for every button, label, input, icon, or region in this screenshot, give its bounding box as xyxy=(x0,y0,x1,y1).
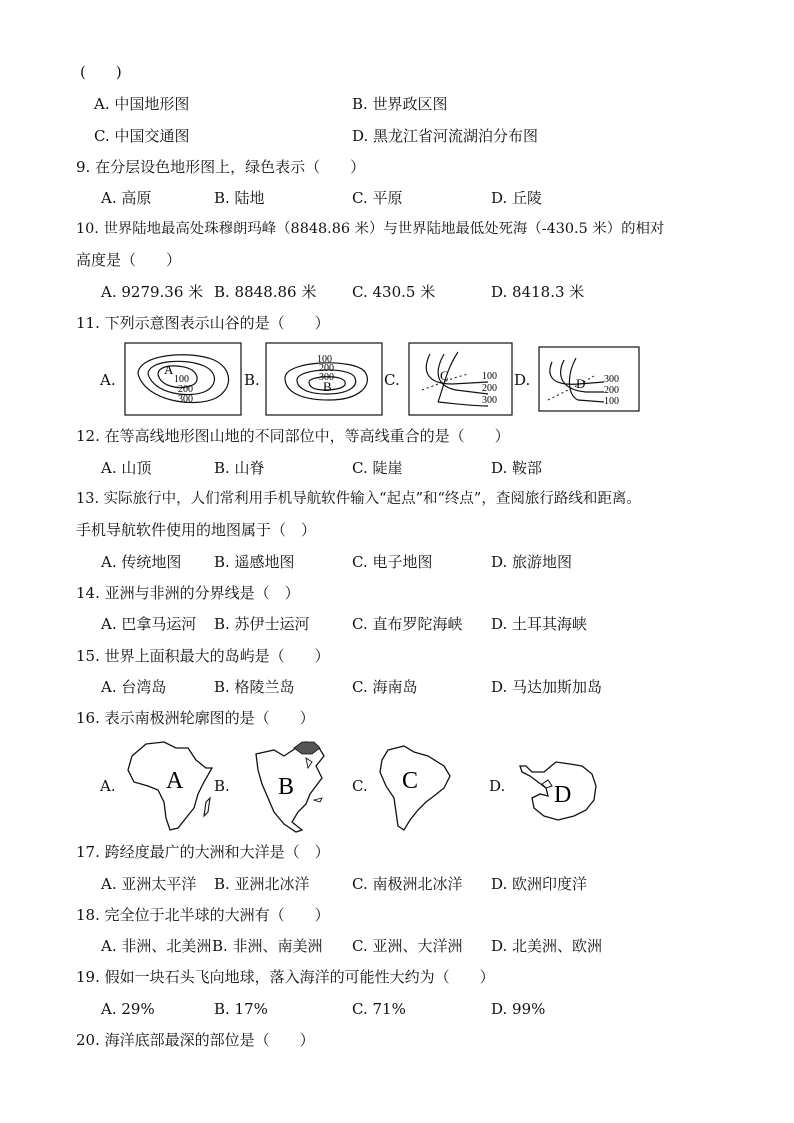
q9-option-d: D. 丘陵 xyxy=(491,189,543,207)
contour-figure-d xyxy=(538,346,640,412)
north-america-outline xyxy=(244,738,336,836)
q14-option-b: B. 苏伊士运河 xyxy=(214,615,310,633)
q14-option-c: C. 直布罗陀海峡 xyxy=(352,615,463,633)
q9-option-c: C. 平原 xyxy=(352,189,403,207)
contour-a-label-100: 100 xyxy=(174,374,189,385)
q10-option-a: A. 9279.36 米 xyxy=(101,283,204,301)
contour-d-label-300: 300 xyxy=(604,374,619,385)
q17-option-c: C. 南极洲北冰洋 xyxy=(352,875,463,893)
q13-option-b: B. 遥感地图 xyxy=(214,553,295,571)
q12-option-b: B. 山脊 xyxy=(214,459,265,477)
contour-d-label-100: 100 xyxy=(604,396,619,407)
q16-label-d: D. xyxy=(489,777,506,795)
q14-stem: 14. 亚洲与非洲的分界线是（ ） xyxy=(76,584,300,602)
contour-c-label-200: 200 xyxy=(482,383,497,394)
q11-label-d: D. xyxy=(514,371,531,389)
q9-option-b: B. 陆地 xyxy=(214,189,265,207)
q18-stem: 18. 完全位于北半球的大洲有（ ） xyxy=(76,906,330,924)
contour-c-letter: C xyxy=(440,368,449,383)
q19-option-b: B. 17% xyxy=(214,1000,268,1018)
contour-d-label-200: 200 xyxy=(604,385,619,396)
contour-b-label-300: 300 xyxy=(319,372,334,383)
q13-option-a: A. 传统地图 xyxy=(101,553,182,571)
q16-label-a: A. xyxy=(100,777,116,795)
antarctica-letter: D xyxy=(554,782,572,808)
q10-stem-line1: 10. 世界陆地最高处珠穆朗玛峰（8848.86 米）与世界陆地最低处死海（-430.5 米）的相对 xyxy=(76,221,665,237)
q18-option-c: C. 亚洲、大洋洲 xyxy=(352,937,463,955)
q9-option-a: A. 高原 xyxy=(101,189,152,207)
q19-option-d: D. 99% xyxy=(491,1000,546,1018)
south-america-letter: C xyxy=(402,768,419,794)
contour-d-letter: D xyxy=(576,376,586,391)
q16-stem: 16. 表示南极洲轮廓图的是（ ） xyxy=(76,709,315,727)
q17-option-b: B. 亚洲北冰洋 xyxy=(214,875,310,893)
q8-option-a: A. 中国地形图 xyxy=(94,95,190,113)
q19-option-c: C. 71% xyxy=(352,1000,406,1018)
contour-a-letter: A xyxy=(164,362,174,377)
q8-option-d: D. 黑龙江省河流湖泊分布图 xyxy=(352,127,539,145)
q16-label-c: C. xyxy=(352,777,368,795)
contour-b-label-200: 200 xyxy=(319,363,334,374)
contour-c-label-100: 100 xyxy=(482,371,497,382)
q13-option-c: C. 电子地图 xyxy=(352,553,433,571)
q12-option-d: D. 鞍部 xyxy=(491,459,543,477)
q10-option-b: B. 8848.86 米 xyxy=(214,283,317,301)
contour-c-label-300: 300 xyxy=(482,395,497,406)
q11-label-c: C. xyxy=(384,371,400,389)
q9-stem: 9. 在分层设色地形图上，绿色表示（ ） xyxy=(76,158,366,176)
q15-option-c: C. 海南岛 xyxy=(352,678,418,696)
contour-b-label-100: 100 xyxy=(317,354,332,365)
q8-stem: ( ) xyxy=(80,63,122,81)
q11-label-b: B. xyxy=(244,371,260,389)
q17-option-d: D. 欧洲印度洋 xyxy=(491,875,588,893)
q11-label-a: A. xyxy=(100,371,116,389)
q18-option-d: D. 北美洲、欧洲 xyxy=(491,937,603,955)
q20-stem: 20. 海洋底部最深的部位是（ ） xyxy=(76,1031,315,1049)
africa-outline xyxy=(124,738,216,832)
south-america-outline xyxy=(374,742,458,834)
q13-option-d: D. 旅游地图 xyxy=(491,553,573,571)
q11-stem: 11. 下列示意图表示山谷的是（ ） xyxy=(76,314,330,332)
antarctica-outline xyxy=(512,756,602,826)
q8-option-b: B. 世界政区图 xyxy=(352,95,448,113)
q16-label-b: B. xyxy=(214,777,230,795)
q10-option-d: D. 8418.3 米 xyxy=(491,283,585,301)
q12-option-a: A. 山顶 xyxy=(101,459,152,477)
q19-option-a: A. 29% xyxy=(101,1000,155,1018)
q15-stem: 15. 世界上面积最大的岛屿是（ ） xyxy=(76,647,330,665)
q18-option-a: A. 非洲、北美洲 xyxy=(101,937,212,955)
africa-letter: A xyxy=(166,768,184,794)
q19-stem: 19. 假如一块石头飞向地球，落入海洋的可能性大约为（ ） xyxy=(76,968,495,986)
q18-option-b: B. 非洲、南美洲 xyxy=(212,937,323,955)
contour-b-letter: B xyxy=(323,379,332,394)
q15-option-d: D. 马达加斯加岛 xyxy=(491,678,603,696)
q12-stem: 12. 在等高线地形图山地的不同部位中，等高线重合的是（ ） xyxy=(76,427,510,445)
q13-stem-line1: 13. 实际旅行中，人们常利用手机导航软件输入“起点”和“终点”，查阅旅行路线和距离。 xyxy=(76,491,641,507)
q12-option-c: C. 陡崖 xyxy=(352,459,403,477)
q8-option-c: C. 中国交通图 xyxy=(94,127,190,145)
contour-a-label-300: 300 xyxy=(178,394,193,405)
north-america-letter: B xyxy=(278,774,295,800)
q15-option-a: A. 台湾岛 xyxy=(101,678,167,696)
q17-option-a: A. 亚洲太平洋 xyxy=(101,875,197,893)
contour-a-label-200: 200 xyxy=(178,384,193,395)
q10-stem-line2: 高度是（ ） xyxy=(76,251,182,269)
q14-option-d: D. 土耳其海峡 xyxy=(491,615,588,633)
contour-figure-a xyxy=(124,342,242,416)
contour-figure-c xyxy=(408,342,513,416)
q17-stem: 17. 跨经度最广的大洲和大洋是（ ） xyxy=(76,843,330,861)
q15-option-b: B. 格陵兰岛 xyxy=(214,678,295,696)
q13-stem-line2: 手机导航软件使用的地图属于（ ） xyxy=(76,521,317,539)
q14-option-a: A. 巴拿马运河 xyxy=(101,615,197,633)
q10-option-c: C. 430.5 米 xyxy=(352,283,436,301)
contour-figure-b xyxy=(265,342,383,416)
